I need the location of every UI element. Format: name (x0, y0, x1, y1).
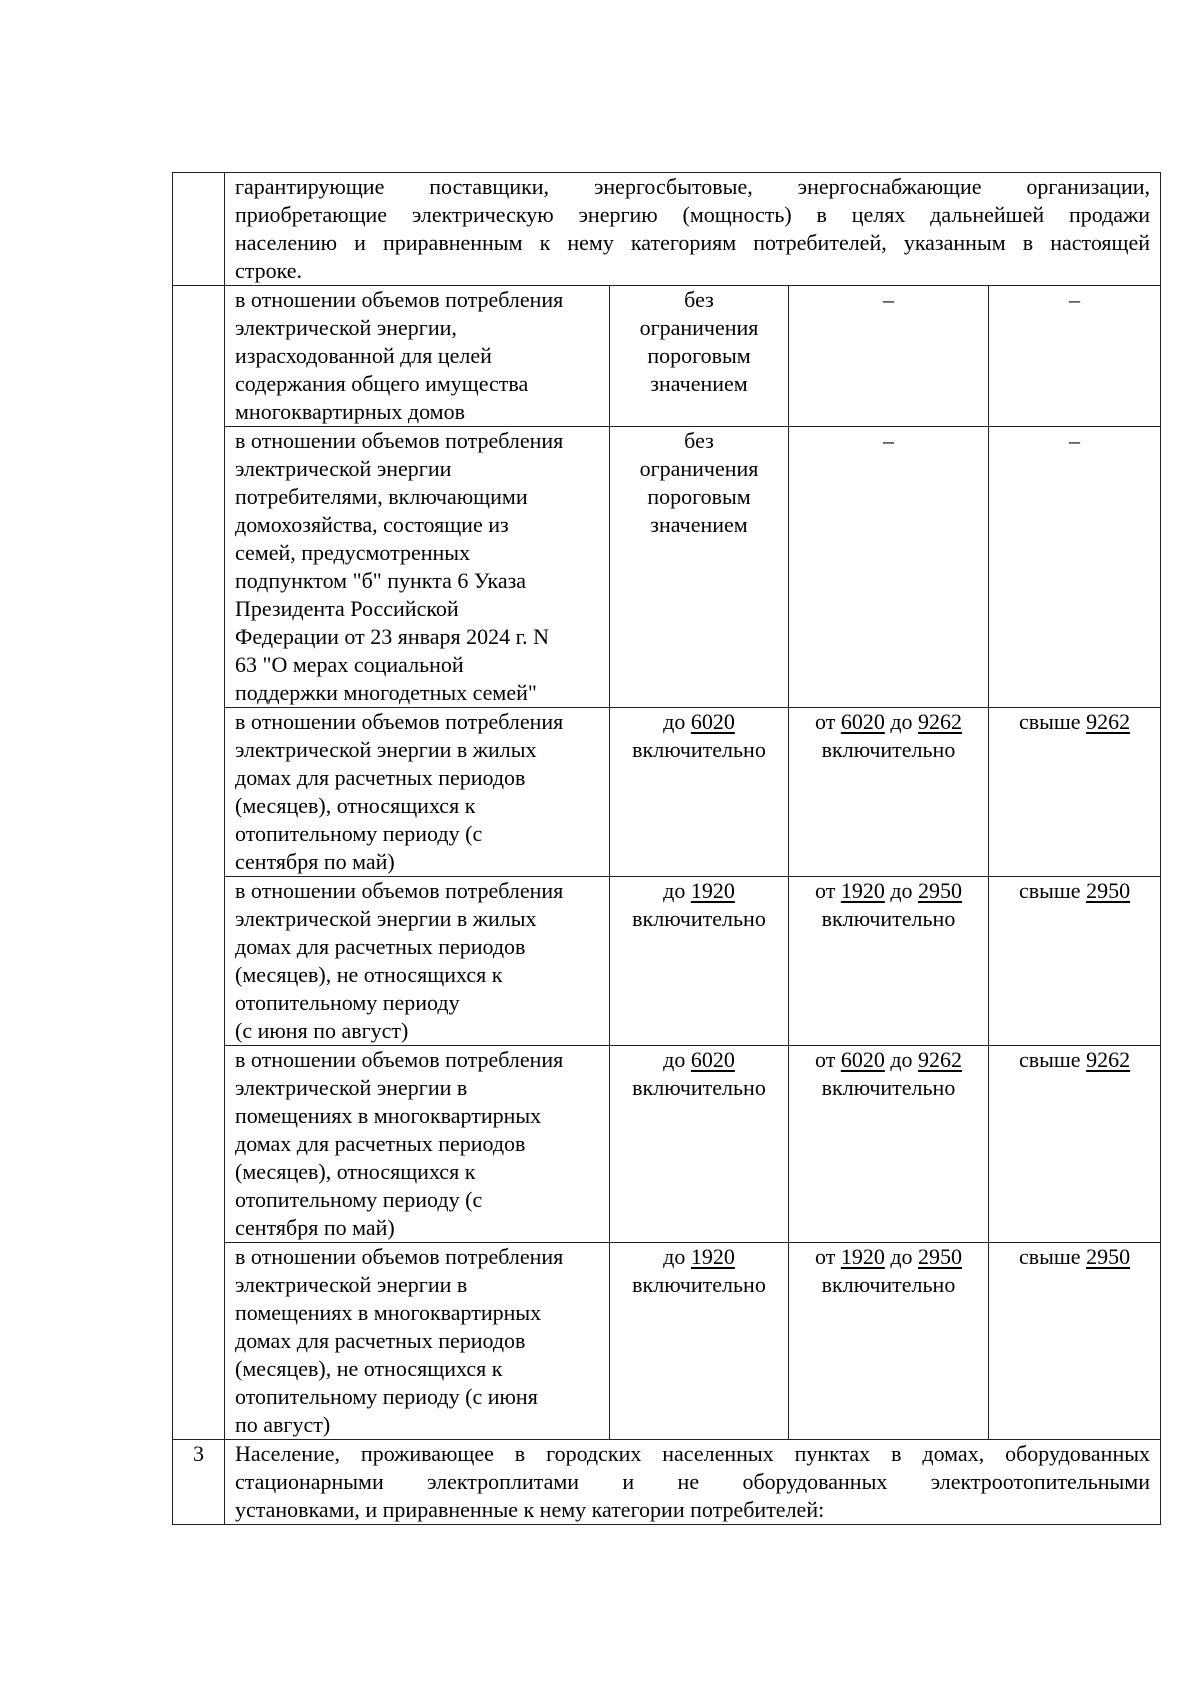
text-line: Федерации от 23 января 2024 г. N (235, 624, 550, 649)
second-range-cell (789, 708, 989, 877)
text-line: отопительному периоду (с июня (235, 1384, 538, 1409)
text-line: значением (650, 512, 748, 537)
threshold-link[interactable]: 1920 (690, 878, 735, 903)
text-line: сентября по май) (235, 1215, 395, 1240)
range-to: до (890, 878, 913, 903)
text-line: помещениях в многоквартирных (235, 1103, 542, 1128)
range-from: от (814, 878, 836, 903)
text-line: без (684, 287, 714, 312)
text-line (616, 1046, 782, 1074)
text-line (616, 708, 782, 736)
row-number-cell (173, 173, 225, 286)
text-line: пороговым (647, 484, 751, 509)
text-line: включительно (632, 1075, 766, 1100)
text-line: ограничения (639, 456, 759, 481)
third-range-cell (989, 286, 1161, 427)
consumption-description-cell (225, 708, 610, 877)
range-prefix: до (663, 1047, 686, 1072)
threshold-link[interactable]: 6020 (690, 1047, 735, 1072)
row-number-cell (173, 286, 225, 1440)
text-line: значением (650, 371, 748, 396)
range-from: от (814, 709, 836, 734)
text-line: израсходованной для целей (235, 343, 492, 368)
text-line: приобретающие электрическую энергию (мощность) в целях дальнейшей продажи (235, 202, 1151, 227)
text-line: электрической энергии в жилых (235, 906, 537, 931)
threshold-link[interactable]: 6020 (840, 1047, 885, 1072)
text-line: электрической энергии (235, 456, 452, 481)
text-line: в отношении объемов потребления (235, 287, 564, 312)
text-line (995, 1046, 1154, 1074)
consumption-description-cell (225, 877, 610, 1046)
text-line: по август) (235, 1412, 331, 1437)
text-line: в отношении объемов потребления (235, 428, 564, 453)
range-prefix: свыше (1018, 1047, 1081, 1072)
first-range-cell (610, 877, 789, 1046)
text-line: помещениях в многоквартирных (235, 1300, 542, 1325)
text-line: отопительному периоду (235, 990, 460, 1015)
text-line (795, 1243, 982, 1271)
range-prefix: свыше (1018, 878, 1081, 903)
consumption-description-cell (225, 286, 610, 427)
text-line (995, 877, 1154, 905)
consumption-description-cell (225, 1243, 610, 1440)
threshold-link[interactable]: 2950 (1086, 1244, 1131, 1269)
range-from: от (814, 1047, 836, 1072)
third-range-cell (989, 877, 1161, 1046)
table-row (173, 286, 1161, 427)
text-line: населению и приравненным к нему категориям потребителей, указанным в настоящей (235, 230, 1151, 255)
table-row (173, 1440, 1161, 1525)
text-line: домах для расчетных периодов (235, 1328, 526, 1353)
text-line: в отношении объемов потребления (235, 1047, 564, 1072)
threshold-link[interactable]: 1920 (840, 1244, 885, 1269)
text-line (995, 1243, 1154, 1271)
text-line: включительно (632, 906, 766, 931)
range-from: от (814, 1244, 836, 1269)
text-line: в отношении объемов потребления (235, 709, 564, 734)
text-line: гарантирующие поставщики, энергосбытовые, энергоснабжающие организации, (235, 174, 1151, 199)
table-row (173, 877, 1161, 1046)
first-range-cell (610, 286, 789, 427)
dash-mark: – (1069, 428, 1080, 453)
third-range-cell (989, 427, 1161, 708)
text-line: домохозяйства, состоящие из (235, 512, 509, 537)
text-line: сентября по май) (235, 849, 395, 874)
threshold-link[interactable]: 9262 (1086, 1047, 1131, 1072)
text-line: электрической энергии, (235, 315, 457, 340)
table-row (173, 1243, 1161, 1440)
threshold-link[interactable]: 1920 (840, 878, 885, 903)
second-range-cell (789, 1243, 989, 1440)
text-line: содержания общего имущества (235, 371, 529, 396)
first-range-cell (610, 1046, 789, 1243)
text-line (995, 708, 1154, 736)
third-range-cell (989, 1243, 1161, 1440)
text-line: электрической энергии в жилых (235, 737, 537, 762)
text-line: потребителями, включающими (235, 484, 528, 509)
dash-mark: – (883, 287, 894, 312)
range-prefix: до (663, 709, 686, 734)
text-line: электрической энергии в (235, 1075, 468, 1100)
text-line: Президента Российской (235, 596, 459, 621)
text-line: многоквартирных домов (235, 399, 465, 424)
first-range-cell (610, 427, 789, 708)
threshold-link[interactable]: 2950 (1086, 878, 1131, 903)
threshold-link[interactable]: 9262 (1086, 709, 1131, 734)
text-line: домах для расчетных периодов (235, 765, 526, 790)
text-line: (месяцев), не относящихся к (235, 1356, 503, 1381)
table-row (173, 1046, 1161, 1243)
range-to: до (890, 1047, 913, 1072)
range-to: до (890, 1244, 913, 1269)
text-line (616, 877, 782, 905)
text-line: пороговым (647, 343, 751, 368)
text-line: (месяцев), относящихся к (235, 1159, 476, 1184)
text-line: семей, предусмотренных (235, 540, 471, 565)
third-range-cell (989, 1046, 1161, 1243)
table-row (173, 427, 1161, 708)
text-line (795, 1046, 982, 1074)
range-prefix: до (663, 878, 686, 903)
threshold-link[interactable]: 2950 (918, 1244, 963, 1269)
second-range-cell (789, 286, 989, 427)
table-row (173, 708, 1161, 877)
range-prefix: свыше (1018, 1244, 1081, 1269)
text-line: Население, проживающее в городских населенных пунктах в домах, оборудованных (235, 1441, 1151, 1466)
first-range-cell (610, 1243, 789, 1440)
threshold-link[interactable]: 1920 (690, 1244, 735, 1269)
consumption-description-cell (225, 1046, 610, 1243)
text-line: включительно (632, 737, 766, 762)
text-line: включительно (632, 1272, 766, 1297)
text-line: включительно (821, 906, 956, 931)
category-description-cell (225, 1440, 1161, 1525)
text-line: в отношении объемов потребления (235, 1244, 564, 1269)
text-line: стационарными электроплитами и не оборудованных электроотопительными (235, 1469, 1151, 1494)
second-range-cell (789, 427, 989, 708)
text-line: домах для расчетных периодов (235, 1131, 526, 1156)
threshold-link[interactable]: 6020 (690, 709, 735, 734)
second-range-cell (789, 1046, 989, 1243)
table-row (173, 173, 1161, 286)
threshold-link[interactable]: 9262 (918, 709, 963, 734)
consumption-description-cell (225, 427, 610, 708)
dash-mark: – (883, 428, 894, 453)
text-line: (месяцев), относящихся к (235, 793, 476, 818)
text-line (795, 877, 982, 905)
text-line: отопительному периоду (с (235, 821, 483, 846)
range-prefix: свыше (1018, 709, 1081, 734)
text-line: включительно (821, 737, 956, 762)
first-range-cell (610, 708, 789, 877)
second-range-cell (789, 877, 989, 1046)
threshold-link[interactable]: 9262 (918, 1047, 963, 1072)
category-description-cell (225, 173, 1161, 286)
text-line: 63 "О мерах социальной (235, 652, 464, 677)
text-line: электрической энергии в (235, 1272, 468, 1297)
text-line: включительно (821, 1272, 956, 1297)
row-number-cell: 3 (173, 1440, 225, 1525)
threshold-link[interactable]: 2950 (918, 878, 963, 903)
text-line: установками, и приравненные к нему категории потребителей: (235, 1497, 825, 1522)
threshold-link[interactable]: 6020 (840, 709, 885, 734)
text-line: подпунктом "б" пункта 6 Указа (235, 568, 527, 593)
text-line: отопительному периоду (с (235, 1187, 483, 1212)
text-line: домах для расчетных периодов (235, 934, 526, 959)
text-line: без (684, 428, 714, 453)
tariff-table (172, 172, 1161, 1525)
third-range-cell (989, 708, 1161, 877)
text-line: включительно (821, 1075, 956, 1100)
text-line: ограничения (639, 315, 759, 340)
text-line: в отношении объемов потребления (235, 878, 564, 903)
range-prefix: до (663, 1244, 686, 1269)
text-line (795, 708, 982, 736)
text-line (616, 1243, 782, 1271)
dash-mark: – (1069, 287, 1080, 312)
text-line: (месяцев), не относящихся к (235, 962, 503, 987)
range-to: до (890, 709, 913, 734)
text-line: поддержки многодетных семей" (235, 680, 537, 705)
text-line: (с июня по август) (235, 1018, 409, 1043)
text-line: строке. (235, 258, 303, 283)
